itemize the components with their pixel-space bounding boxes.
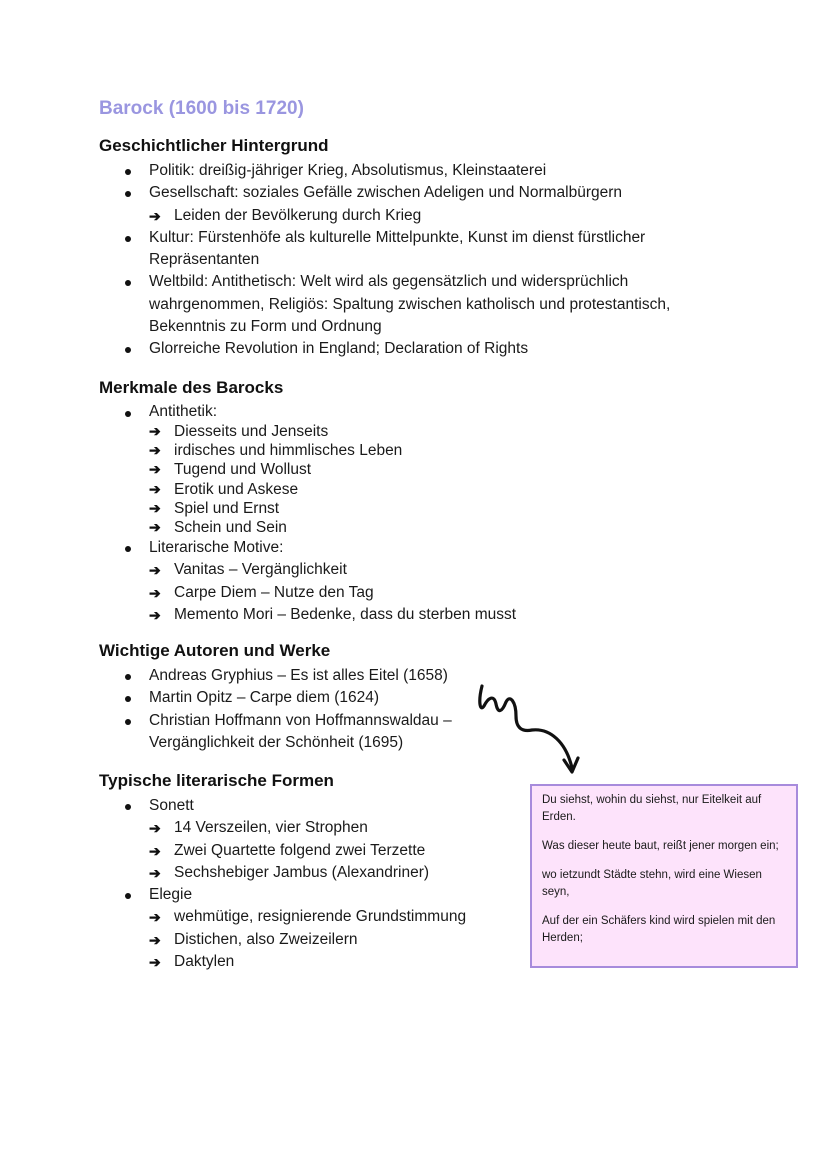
sub-list-item: ➔ Memento Mori – Bedenke, dass du sterben musst bbox=[149, 604, 739, 626]
arrow-right-icon: ➔ bbox=[149, 480, 161, 497]
arrow-right-icon: ➔ bbox=[149, 461, 161, 478]
list-item: Gesellschaft: soziales Gefälle zwischen Adeligen und Normalbürgern ➔ Leiden der Bevölkerung durch Krieg bbox=[99, 182, 739, 227]
sub-list-item: ➔ Carpe Diem – Nutze den Tag bbox=[149, 582, 739, 604]
squiggle-arrow-icon bbox=[470, 672, 590, 787]
sub-list-item: ➔ Sechshebiger Jambus (Alexandriner) bbox=[149, 862, 519, 884]
sub-list bbox=[149, 906, 519, 973]
quote-line: Du siehst, wohin du siehst, nur Eitelkeit auf Erden. bbox=[542, 794, 762, 823]
sub-list-item: ➔ 14 Verszeilen, vier Strophen bbox=[149, 817, 519, 839]
bullet-list bbox=[99, 795, 519, 973]
sub-list-item: ➔ Diesseits und Jenseits bbox=[149, 423, 329, 440]
sub-list-item: ➔ Daktylen bbox=[149, 951, 519, 973]
arrow-right-icon: ➔ bbox=[149, 842, 161, 859]
sub-list-item: ➔ wehmütige, resignierende Grundstimmung bbox=[149, 906, 519, 928]
list-item: Literarische Motive: ➔ Vanitas – Vergänglichkeit ➔ Carpe Diem – Nutze den Tag ➔ Memento Mori – Bedenke, dass du sterben musst bbox=[99, 537, 739, 626]
sub-list bbox=[149, 205, 739, 227]
list-item: Antithetik: ➔ Diesseits und Jenseits ➔ irdisches und himmlisches Leben ➔ Tugend und Wollust ➔ Erotik und Askese ➔ Spiel und Ernst ➔ Schein und Sein bbox=[99, 402, 739, 537]
section-formen bbox=[99, 770, 519, 973]
list-item: Christian Hoffmann von Hoffmannswaldau – Vergänglichkeit der Schönheit (1695) bbox=[99, 710, 499, 755]
sub-list-item: ➔ Spiel und Ernst bbox=[149, 499, 280, 517]
arrow-right-icon: ➔ bbox=[149, 519, 161, 536]
arrow-right-icon: ➔ bbox=[149, 584, 161, 601]
arrow-right-icon: ➔ bbox=[149, 207, 161, 224]
bullet-list bbox=[99, 160, 739, 361]
quote-line: Was dieser heute baut, reißt jener morgen ein; bbox=[542, 840, 779, 852]
section-merkmale bbox=[99, 377, 739, 626]
sub-list-item: ➔ irdisches und himmlisches Leben bbox=[149, 442, 403, 460]
section-heading: Typische literarische Formen bbox=[99, 771, 334, 790]
sub-list-item: ➔ Leiden der Bevölkerung durch Krieg bbox=[149, 205, 739, 227]
section-autoren bbox=[99, 640, 499, 754]
section-heading: Merkmale des Barocks bbox=[99, 378, 284, 397]
list-item: Kultur: Fürstenhöfe als kulturelle Mittelpunkte, Kunst im dienst fürstlicher Repräsentanten bbox=[99, 227, 739, 272]
list-item: Sonett ➔ 14 Verszeilen, vier Strophen ➔ Zwei Quartette folgend zwei Terzette ➔ Sechshebiger Jambus (Alexandriner) bbox=[99, 795, 519, 884]
poem-quote-box bbox=[530, 784, 798, 968]
arrow-right-icon: ➔ bbox=[149, 864, 161, 881]
sub-list-item: ➔ Erotik und Askese bbox=[149, 480, 299, 498]
list-item: Weltbild: Antithetisch: Welt wird als gegensätzlich und widersprüchlich wahrgenommen, Religiös: Spaltung zwischen katholisch und protestantisch, Bekenntnis zu Form und Ordnung bbox=[99, 271, 739, 338]
bullet-list bbox=[99, 402, 739, 626]
arrow-right-icon: ➔ bbox=[149, 499, 161, 516]
arrow-right-icon: ➔ bbox=[149, 606, 161, 623]
section-heading: Wichtige Autoren und Werke bbox=[99, 641, 331, 660]
list-item: Elegie ➔ wehmütige, resignierende Grundstimmung ➔ Distichen, also Zweizeilern ➔ Daktylen bbox=[99, 884, 519, 973]
sub-list-item: ➔ Tugend und Wollust bbox=[149, 461, 312, 479]
sub-list bbox=[149, 559, 739, 626]
sub-list-item: ➔ Zwei Quartette folgend zwei Terzette bbox=[149, 840, 519, 862]
list-item: Martin Opitz – Carpe diem (1624) bbox=[99, 687, 499, 709]
quote-line: Auf der ein Schäfers kind wird spielen mit den Herden; bbox=[542, 915, 776, 944]
arrow-right-icon: ➔ bbox=[149, 954, 161, 971]
list-item: Politik: dreißig-jähriger Krieg, Absolutismus, Kleinstaaterei bbox=[99, 160, 739, 182]
list-item: Andreas Gryphius – Es ist alles Eitel (1658) bbox=[99, 665, 499, 687]
sub-list bbox=[149, 422, 739, 537]
page-title: Barock (1600 bis 1720) bbox=[99, 98, 304, 119]
arrow-right-icon: ➔ bbox=[149, 562, 161, 579]
arrow-right-icon: ➔ bbox=[149, 931, 161, 948]
section-heading: Geschichtlicher Hintergrund bbox=[99, 136, 329, 155]
bullet-list bbox=[99, 665, 499, 754]
arrow-right-icon: ➔ bbox=[149, 820, 161, 837]
list-item: Glorreiche Revolution in England; Declaration of Rights bbox=[99, 338, 739, 360]
sub-list-item: ➔ Distichen, also Zweizeilern bbox=[149, 929, 519, 951]
arrow-right-icon: ➔ bbox=[149, 909, 161, 926]
section-hintergrund bbox=[99, 135, 739, 361]
sub-list-item: ➔ Vanitas – Vergänglichkeit bbox=[149, 559, 739, 581]
sub-list bbox=[149, 817, 519, 884]
arrow-right-icon: ➔ bbox=[149, 442, 161, 459]
arrow-right-icon: ➔ bbox=[149, 423, 161, 439]
quote-line: wo ietzundt Städte stehn, wird eine Wiesen seyn, bbox=[542, 869, 762, 898]
sub-list-item: ➔ Schein und Sein bbox=[149, 519, 287, 537]
